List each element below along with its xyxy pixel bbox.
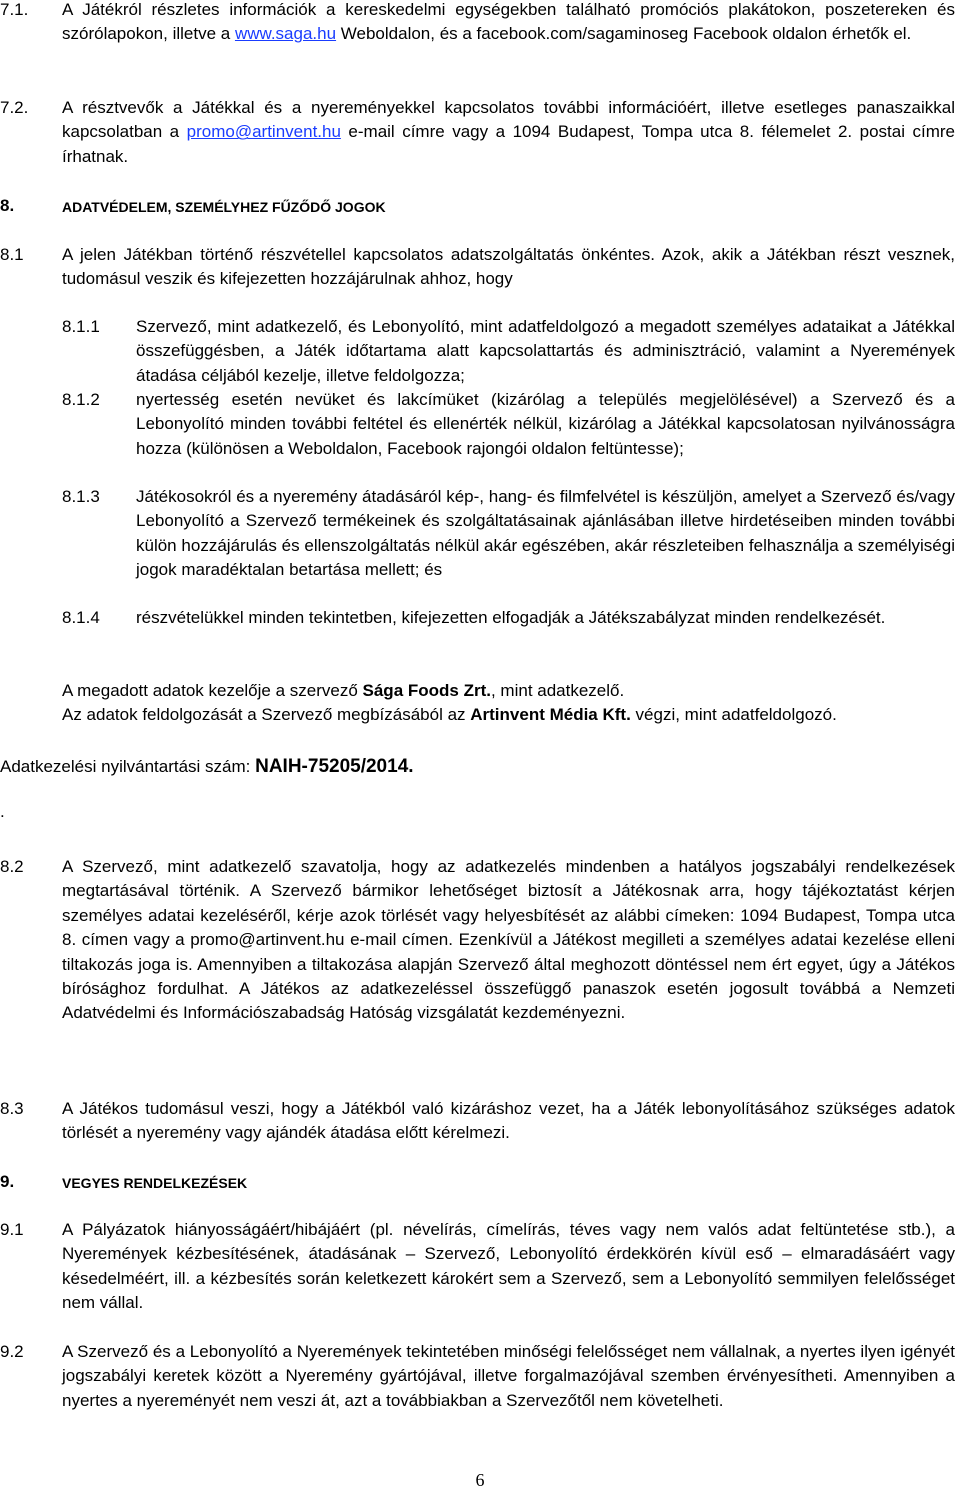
page-number: 6 — [475, 1470, 485, 1490]
item-number-8-1-1: 8.1.1 — [62, 317, 100, 336]
section-8-2-text: A Szervező, mint adatkezelő szavatolja, hogy az adatkezelés mindenben a hatályos jogszabályi rendelkezések megtartásával történik. A Szervező bármikor lehetőséget biztosít a Játékosnak arra, hogy tájékoztatást kérjen személyes adatai kezeléséről, kérje azok törlését vagy helyesbítését az alábbi címeken: 1094 Budapest, Tompa utca 8. címen vagy a promo@artinvent.hu e-mail címen. Ezenkívül a Játékost megilleti a személyes adatai kezelése elleni tiltakozás joga is. Amennyiben a tiltakozása alapján Szervező által meghozott döntéssel nem ért egyet, úgy a Játékos bírósághoz fordulhat. A Játékos az adatkezeléssel összefüggő panaszok esetén jogosult továbbá a Nemzeti Adatvédelmi és Információszabadság Hatóság vizsgálatát kezdeményezni. — [62, 857, 955, 1023]
controller-text-a: A megadott adatok kezelője a szervező — [62, 681, 363, 700]
saga-website-link[interactable]: www.saga.hu — [234, 24, 337, 44]
section-8-3-text: A Játékos tudomásul veszi, hogy a Játékból való kizáráshoz vezet, ha a Játék lebonyolításához szükséges adatok törlését a nyeremény vagy ajándék átadása előtt kérelmezi. — [62, 1099, 955, 1143]
section-7-2-text — [62, 96, 955, 169]
item-number-8-1-2: 8.1.2 — [62, 390, 100, 409]
processor-text-c: végzi, mint adatfeldolgozó. — [630, 705, 837, 724]
registration-number-line — [0, 755, 940, 779]
registration-label: Adatkezelési nyilvántartási szám: — [0, 757, 256, 776]
item-8-1-3-text: Játékosokról és a nyeremény átadásáról kép-, hang- és filmfelvétel is készüljön, amelyet a Szervező és/vagy Lebonyolító a Szervező termékeinek és szolgáltatásainak ajánlásában illetve hirdetéseiben minden további külön hozzájárulás és ellenszolgáltatás nélkül akár egészében, akár részleteiben felhasználja a személyiségi jogok maradéktalan betartása mellett; és — [136, 487, 955, 580]
section-number-9-2: 9.2 — [0, 1342, 24, 1361]
heading-number-8: 8. — [0, 196, 15, 215]
controller-company: Sága Foods Zrt. — [362, 681, 491, 700]
section-7-2-text-part2: e-mail címre vagy a 1094 Budapest, Tompa utca 8. félemelet 2. postai címre írhatnak. — [62, 122, 955, 166]
heading-8-title: ADATVÉDELEM, SZEMÉLYHEZ FŰZŐDŐ JOGOK — [62, 199, 386, 215]
section-7-2-text-part1: A résztvevők a Játékkal és a nyereményekkel kapcsolatos további információért, illetve esetleges panaszaikkal kapcsolatban a — [62, 98, 955, 142]
section-number-8-3: 8.3 — [0, 1099, 24, 1118]
item-number-8-1-4: 8.1.4 — [62, 608, 100, 627]
controller-text-c: , mint adatkezelő. — [490, 681, 625, 700]
section-number-7-1: 7.1. — [0, 0, 29, 19]
registration-value: NAIH-75205/2014. — [255, 756, 414, 777]
section-7-1-text-part1: A Játékról részletes információk a kereskedelmi egységekben található promóciós plakátokon, poszetereken és szórólapokon, illetve a — [62, 0, 955, 44]
section-number-8-2: 8.2 — [0, 857, 24, 876]
section-9-1-text: A Pályázatok hiányosságáért/hibájáért (pl. névelírás, címelírás, téves vagy nem valós adat feltüntetése stb.), a Nyeremények kézbesítésének, átadásának – Szervező, Lebonyolító érdekkörén kívül eső – elmaradásáért vagy késedelméért, ill. a kézbesítés során keletkezett károkért sem a Szervező, sem a Lebonyolító semmilyen felelősséget nem vállal. — [62, 1220, 955, 1313]
item-8-1-1-text: Szervező, mint adatkezelő, és Lebonyolító, mint adatfeldolgozó a megadott személyes adataikat a Játékkal összefüggésben, a Játék időtartama alatt kapcsolattartás és adminisztráció, valamint a Nyeremények átadása céljából kezelje, illetve feldolgozza; — [136, 317, 955, 385]
item-number-8-1-3: 8.1.3 — [62, 487, 100, 506]
section-number-8-1: 8.1 — [0, 245, 24, 264]
data-processor-line — [62, 703, 955, 727]
section-8-1-text: A jelen Játékban történő részvétellel kapcsolatos adatszolgáltatás önkéntes. Azok, akik a Játékban részt vesznek, tudomásul veszik és kifejezetten hozzájárulnak ahhoz, hogy — [62, 245, 955, 289]
item-8-1-2-text: nyertesség esetén nevüket és lakcímüket (kizárólag a település megjelölésével) a Szervező és a Lebonyolító minden további feltétel és ellenérték nélkül, kizárólag a Játékkal kapcsolatosan nyilvánosságra hozza (különösen a Weboldalon, Facebook rajongói oldalon feltüntesse); — [136, 390, 955, 458]
section-7-1-text — [62, 0, 955, 47]
promo-email-link[interactable]: promo@artinvent.hu — [186, 122, 341, 142]
data-controller-line — [62, 679, 955, 703]
heading-number-9: 9. — [0, 1172, 15, 1191]
section-9-2-text: A Szervező és a Lebonyolító a Nyeremények tekintetében minőségi felelősséget nem vállalnak, a nyertes ilyen igényét jogszabályi keretek között a Nyeremény gyártójával, illetve forgalmazójával szemben érvényesítheti. Amennyiben a nyertes a nyereményét nem veszi át, azt a továbbiakban a Szervezőtől nem követelheti. — [62, 1342, 955, 1410]
section-number-9-1: 9.1 — [0, 1220, 24, 1239]
heading-9-title: VEGYES RENDELKEZÉSEK — [62, 1175, 248, 1191]
stray-dot: . — [0, 802, 5, 821]
item-8-1-4-text: részvételükkel minden tekintetben, kifejezetten elfogadják a Játékszabályzat minden rendelkezését. — [136, 608, 886, 627]
processor-company: Artinvent Média Kft. — [470, 705, 631, 724]
section-7-1-text-part2: Weboldalon, és a facebook.com/sagaminoseg Facebook oldalon érhetők el. — [336, 24, 912, 44]
section-number-7-2: 7.2. — [0, 98, 29, 117]
processor-text-a: Az adatok feldolgozását a Szervező megbízásából az — [62, 705, 471, 724]
